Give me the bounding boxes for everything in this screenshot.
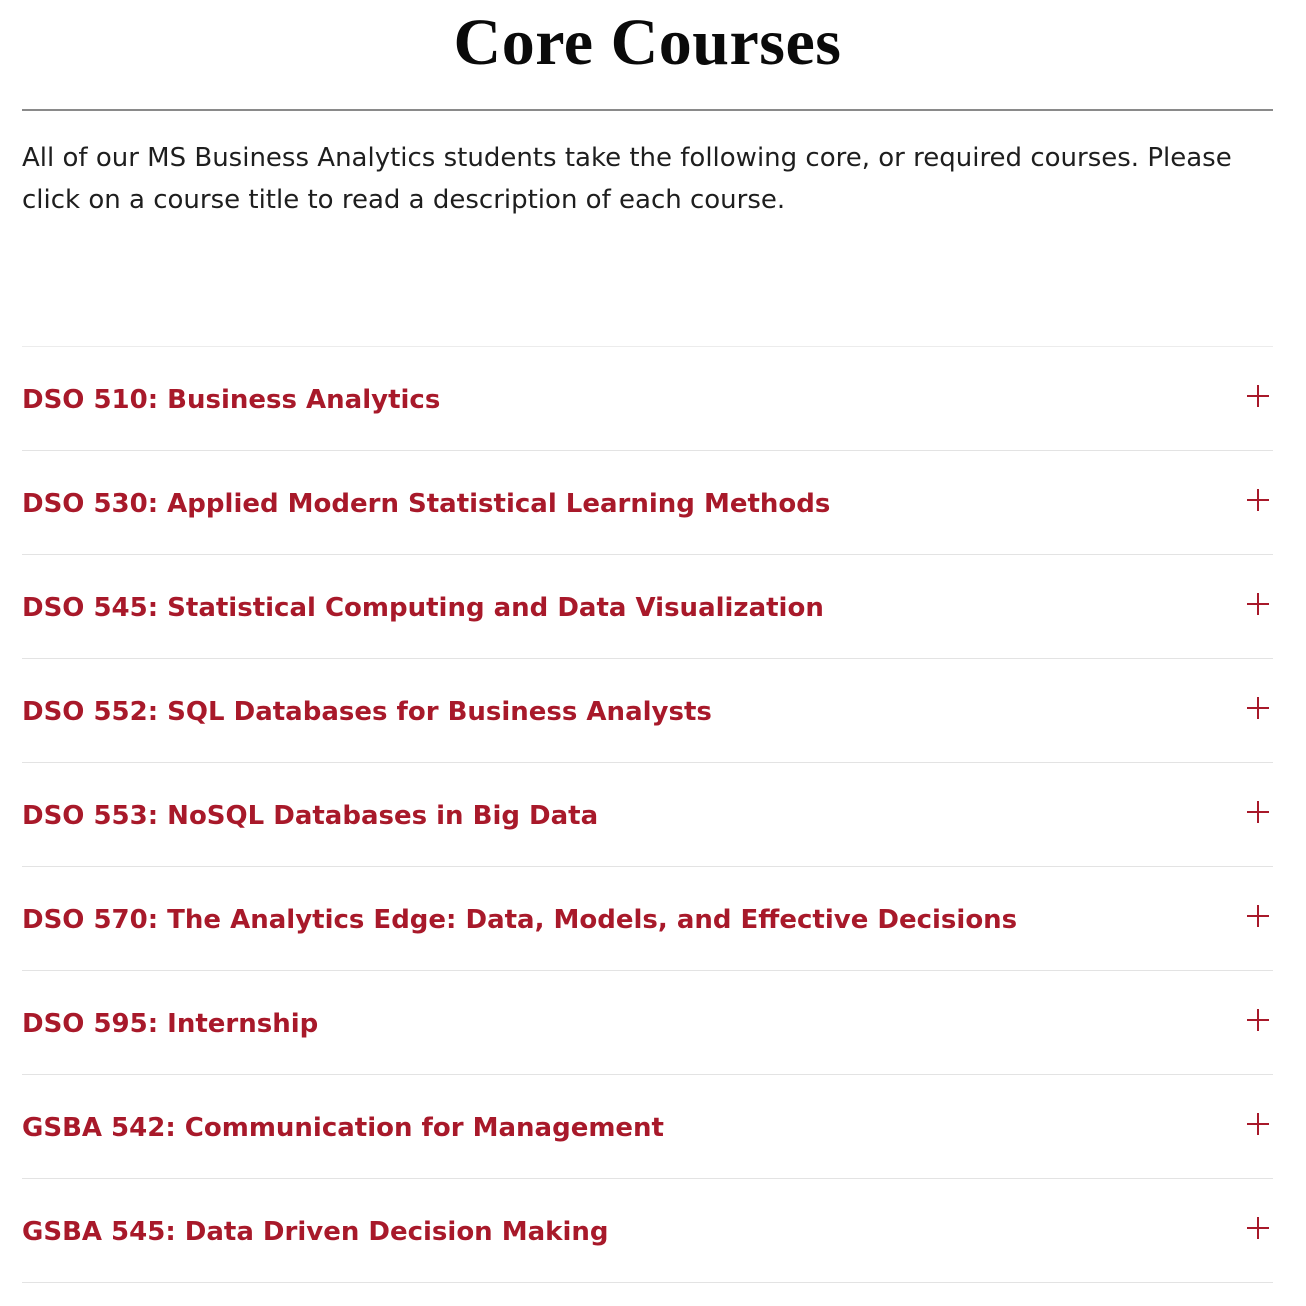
plus-icon[interactable] xyxy=(1247,801,1269,823)
plus-icon[interactable] xyxy=(1247,1113,1269,1135)
intro-paragraph: All of our MS Business Analytics students take the following core, or required courses. Please click on a course title to read a description of each course. xyxy=(22,143,1232,215)
plus-icon[interactable] xyxy=(1247,593,1269,615)
plus-icon[interactable] xyxy=(1247,489,1269,511)
accordion-item-dso-553[interactable] xyxy=(22,763,1273,867)
plus-icon[interactable] xyxy=(1247,1009,1269,1031)
plus-icon[interactable] xyxy=(1247,1217,1269,1239)
accordion-item-dso-510[interactable] xyxy=(22,347,1273,451)
course-title[interactable]: GSBA 545: Data Driven Decision Making xyxy=(22,1216,609,1247)
page-content xyxy=(22,0,1273,1247)
plus-icon[interactable] xyxy=(1247,905,1269,927)
course-title[interactable]: DSO 570: The Analytics Edge: Data, Models, and Effective Decisions xyxy=(22,904,1018,935)
course-title[interactable]: DSO 553: NoSQL Databases in Big Data xyxy=(22,800,599,831)
accordion-item-dso-545[interactable] xyxy=(22,555,1273,659)
page-title: Core Courses xyxy=(453,6,842,79)
plus-icon[interactable] xyxy=(1247,385,1269,407)
course-accordion xyxy=(22,346,1273,1283)
plus-icon[interactable] xyxy=(1247,697,1269,719)
course-title[interactable]: DSO 545: Statistical Computing and Data Visualization xyxy=(22,592,824,623)
accordion-item-dso-530[interactable] xyxy=(22,451,1273,555)
course-title[interactable]: GSBA 542: Communication for Management xyxy=(22,1112,664,1143)
accordion-item-gsba-542[interactable] xyxy=(22,1075,1273,1179)
title-divider xyxy=(22,109,1273,111)
accordion-item-dso-595[interactable] xyxy=(22,971,1273,1075)
accordion-item-gsba-545[interactable] xyxy=(22,1179,1273,1283)
course-title[interactable]: DSO 595: Internship xyxy=(22,1008,319,1039)
course-title[interactable]: DSO 530: Applied Modern Statistical Learning Methods xyxy=(22,488,831,519)
accordion-item-dso-552[interactable] xyxy=(22,659,1273,763)
course-title[interactable]: DSO 510: Business Analytics xyxy=(22,384,441,415)
course-title[interactable]: DSO 552: SQL Databases for Business Analysts xyxy=(22,696,712,727)
accordion-item-dso-570[interactable] xyxy=(22,867,1273,971)
